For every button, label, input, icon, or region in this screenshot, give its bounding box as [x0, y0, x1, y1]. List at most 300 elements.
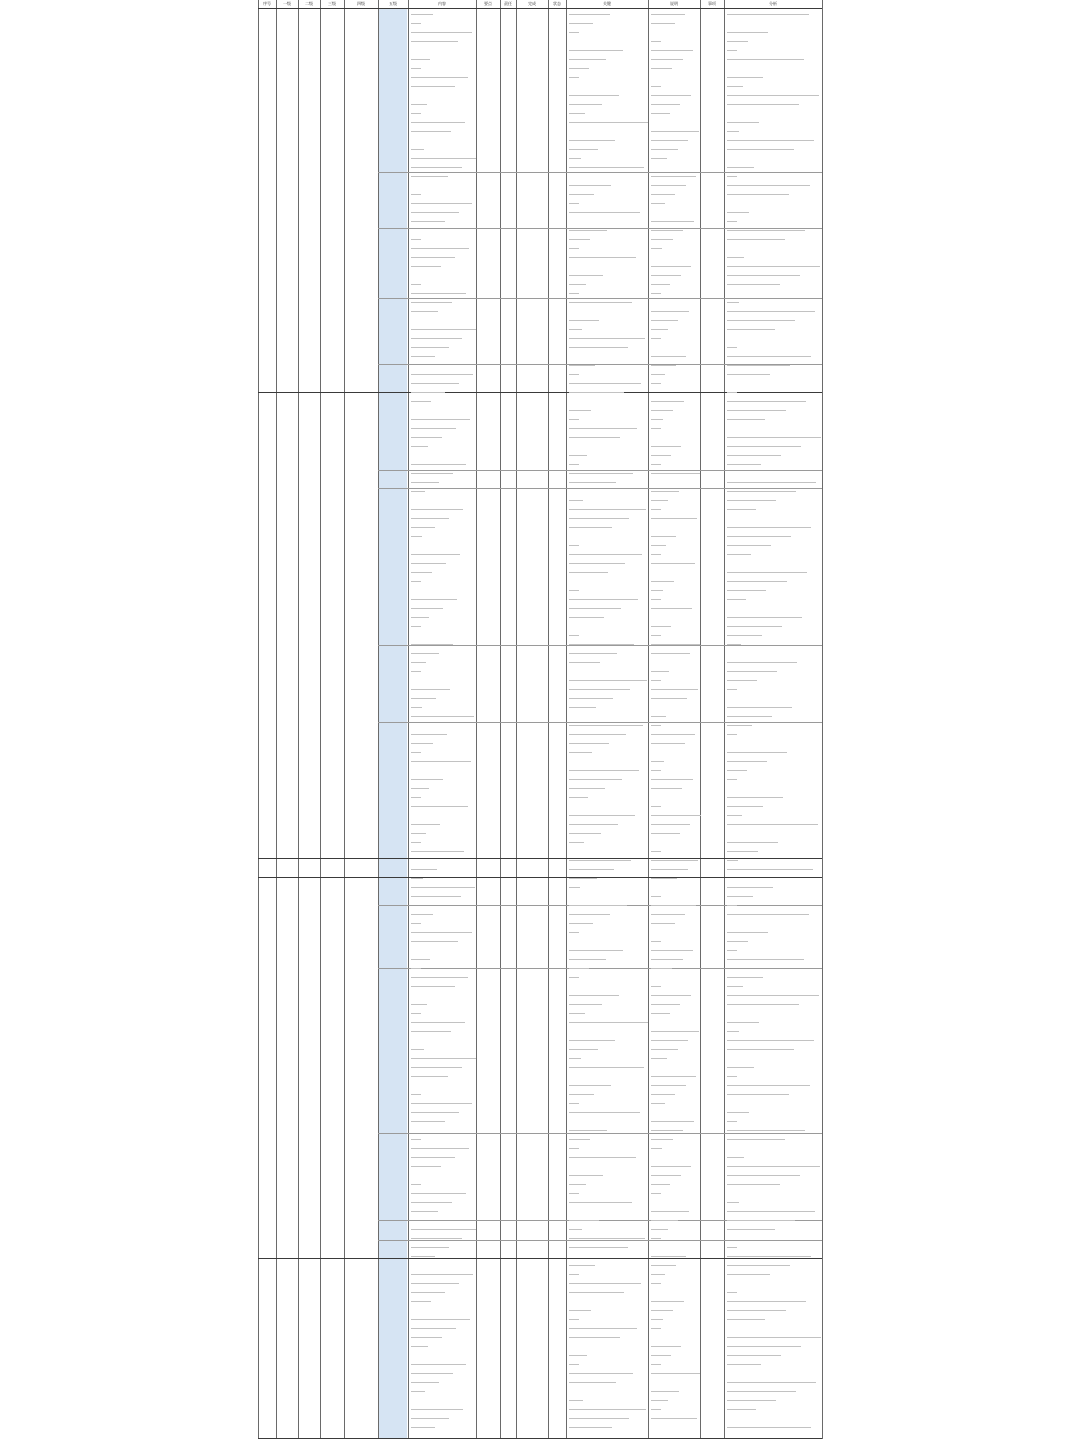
column-divider — [822, 0, 823, 1439]
cell-text-line — [651, 1346, 681, 1347]
cell-text-line — [411, 1427, 435, 1428]
cell-text-line — [411, 563, 446, 564]
cell-text-line — [411, 104, 427, 105]
cell-text-line — [569, 824, 618, 825]
cell-text-line — [727, 1166, 820, 1167]
cell-text-line — [727, 554, 751, 555]
cell-text-line — [411, 176, 448, 177]
column-divider — [500, 0, 501, 1439]
cell-text-line — [569, 1427, 612, 1428]
cell-text-line — [569, 1193, 579, 1194]
cell-text-line — [727, 1175, 800, 1176]
cell-text-line — [651, 1031, 699, 1032]
cell-text-line — [569, 968, 589, 969]
cell-text-line — [411, 734, 447, 735]
cell-text-line — [411, 1364, 466, 1365]
cell-text-line — [727, 1202, 739, 1203]
cell-text-line — [651, 221, 694, 222]
cell-text-line — [727, 77, 763, 78]
cell-text-line — [727, 1112, 749, 1113]
cell-text-line — [411, 1058, 476, 1059]
cell-text-line — [727, 392, 737, 393]
cell-text-line — [569, 284, 586, 285]
cell-text-line — [727, 860, 738, 861]
cell-text-line — [411, 374, 473, 375]
cell-text-line — [411, 302, 452, 303]
cell-text-line — [569, 1409, 646, 1410]
cell-text-line — [727, 824, 818, 825]
cell-text-line — [727, 1031, 739, 1032]
cell-text-line — [411, 131, 451, 132]
cell-text-line — [651, 194, 675, 195]
cell-text-line — [727, 905, 737, 906]
cell-text-line — [569, 1328, 637, 1329]
cell-text-line — [411, 518, 449, 519]
column-divider — [724, 0, 725, 1439]
cell-text-line — [569, 617, 604, 618]
cell-text-line — [727, 689, 737, 690]
cell-text-line — [569, 1022, 648, 1023]
cell-text-line — [651, 1013, 670, 1014]
header-cell: 序号 — [263, 1, 271, 6]
cell-text-line — [411, 716, 474, 717]
cell-text-line — [411, 1283, 459, 1284]
cell-text-line — [569, 212, 640, 213]
cell-text-line — [727, 86, 743, 87]
cell-text-line — [651, 464, 661, 465]
cell-text-line — [569, 1247, 628, 1248]
cell-text-line — [727, 761, 767, 762]
cell-text-line — [651, 860, 698, 861]
cell-text-line — [727, 275, 800, 276]
cell-text-line — [411, 689, 450, 690]
cell-text-line — [727, 896, 753, 897]
cell-text-line — [411, 311, 438, 312]
cell-text-line — [727, 572, 807, 573]
cell-text-line — [411, 1319, 470, 1320]
cell-text-line — [651, 761, 664, 762]
cell-text-line — [411, 977, 468, 978]
header-cell: 四级 — [357, 1, 365, 6]
cell-text-line — [569, 905, 627, 906]
cell-text-line — [411, 77, 468, 78]
section-divider — [258, 877, 822, 878]
cell-text-line — [411, 1094, 421, 1095]
cell-text-line — [651, 95, 691, 96]
cell-text-line — [569, 383, 641, 384]
cell-text-line — [569, 1382, 616, 1383]
cell-text-line — [411, 293, 466, 294]
cell-text-line — [569, 1202, 632, 1203]
cell-text-line — [651, 1085, 686, 1086]
cell-text-line — [651, 824, 690, 825]
cell-text-line — [651, 86, 661, 87]
cell-text-line — [411, 1121, 445, 1122]
cell-text-line — [651, 1229, 668, 1230]
cell-text-line — [411, 761, 471, 762]
cell-text-line — [411, 347, 449, 348]
cell-text-line — [411, 32, 472, 33]
cell-text-line — [569, 68, 589, 69]
cell-text-line — [727, 194, 789, 195]
cell-text-line — [727, 212, 749, 213]
cell-text-line — [651, 1328, 661, 1329]
cell-text-line — [651, 896, 661, 897]
cell-text-line — [727, 680, 757, 681]
cell-text-line — [651, 770, 661, 771]
cell-text-line — [727, 986, 743, 987]
cell-text-line — [569, 590, 579, 591]
cell-text-line — [727, 374, 770, 375]
cell-text-line — [727, 149, 794, 150]
cell-text-line — [411, 473, 453, 474]
cell-text-line — [411, 158, 476, 159]
cell-text-line — [727, 842, 778, 843]
cell-text-line — [651, 1094, 675, 1095]
cell-text-line — [569, 680, 647, 681]
cell-text-line — [569, 1085, 611, 1086]
column-divider — [408, 0, 409, 1439]
cell-text-line — [411, 869, 437, 870]
cell-text-line — [411, 203, 472, 204]
cell-text-line — [411, 383, 459, 384]
cell-text-line — [411, 626, 421, 627]
cell-text-line — [727, 1256, 811, 1257]
cell-text-line — [727, 1346, 801, 1347]
cell-text-line — [651, 1130, 683, 1131]
cell-text-line — [411, 491, 425, 492]
cell-text-line — [411, 419, 470, 420]
highlight-column — [379, 9, 407, 1439]
cell-text-line — [727, 167, 754, 168]
cell-text-line — [727, 815, 742, 816]
cell-text-line — [411, 1337, 442, 1338]
cell-text-line — [569, 158, 581, 159]
cell-text-line — [569, 500, 583, 501]
cell-text-line — [727, 131, 739, 132]
cell-text-line — [569, 1094, 594, 1095]
cell-text-line — [651, 491, 679, 492]
cell-text-line — [727, 644, 741, 645]
cell-text-line — [727, 1247, 737, 1248]
column-divider — [548, 0, 549, 1439]
cell-text-line — [727, 599, 746, 600]
cell-text-line — [569, 878, 597, 879]
header-cell: 关键 — [603, 1, 611, 6]
cell-text-line — [727, 671, 777, 672]
cell-text-line — [727, 1409, 756, 1410]
cell-text-line — [569, 752, 592, 753]
cell-text-line — [411, 212, 459, 213]
cell-text-line — [651, 1184, 670, 1185]
cell-text-line — [569, 194, 594, 195]
cell-text-line — [727, 887, 773, 888]
cell-text-line — [727, 1274, 770, 1275]
header-cell: 五级 — [389, 1, 397, 6]
cell-text-line — [569, 698, 613, 699]
row-divider — [378, 470, 822, 471]
header-cell: 内容 — [438, 1, 446, 6]
header-cell: 要点 — [484, 1, 492, 6]
cell-text-line — [651, 941, 661, 942]
cell-text-line — [569, 554, 642, 555]
cell-text-line — [651, 428, 661, 429]
cell-text-line — [569, 788, 605, 789]
cell-text-line — [727, 437, 821, 438]
cell-text-line — [651, 680, 661, 681]
cell-text-line — [651, 788, 682, 789]
cell-text-line — [411, 1076, 448, 1077]
cell-text-line — [727, 1211, 815, 1212]
cell-text-line — [651, 959, 683, 960]
cell-text-line — [727, 1292, 737, 1293]
cell-text-line — [411, 752, 421, 753]
cell-text-line — [727, 239, 785, 240]
cell-text-line — [727, 257, 744, 258]
cell-text-line — [651, 1364, 661, 1365]
cell-text-line — [651, 1310, 673, 1311]
column-divider — [648, 0, 649, 1439]
cell-text-line — [411, 1031, 451, 1032]
cell-text-line — [651, 365, 676, 366]
cell-text-line — [569, 635, 579, 636]
cell-text-line — [651, 1076, 696, 1077]
cell-text-line — [651, 401, 684, 402]
column-divider — [476, 0, 477, 1439]
cell-text-line — [727, 1184, 780, 1185]
cell-text-line — [651, 419, 663, 420]
cell-text-line — [651, 1148, 662, 1149]
spreadsheet — [258, 0, 822, 1439]
cell-text-line — [651, 23, 675, 24]
cell-text-line — [569, 113, 585, 114]
cell-text-line — [651, 374, 665, 375]
cell-text-line — [651, 815, 701, 816]
cell-text-line — [411, 257, 455, 258]
cell-text-line — [651, 869, 688, 870]
cell-text-line — [569, 1373, 633, 1374]
column-divider — [516, 0, 517, 1439]
cell-text-line — [411, 167, 462, 168]
cell-text-line — [727, 752, 787, 753]
cell-text-line — [411, 887, 475, 888]
cell-text-line — [651, 779, 693, 780]
cell-text-line — [727, 1121, 737, 1122]
cell-text-line — [651, 1175, 681, 1176]
cell-text-line — [651, 293, 661, 294]
cell-text-line — [411, 1373, 453, 1374]
cell-text-line — [727, 932, 768, 933]
cell-text-line — [727, 1355, 781, 1356]
cell-text-line — [569, 1004, 602, 1005]
cell-text-line — [727, 941, 748, 942]
cell-text-line — [569, 842, 584, 843]
cell-text-line — [569, 122, 648, 123]
cell-text-line — [411, 878, 423, 879]
cell-text-line — [569, 707, 596, 708]
cell-text-line — [651, 248, 662, 249]
section-divider — [258, 1258, 822, 1259]
cell-text-line — [411, 914, 433, 915]
cell-text-line — [727, 446, 801, 447]
cell-text-line — [727, 806, 763, 807]
cell-text-line — [727, 536, 791, 537]
cell-text-line — [569, 527, 612, 528]
cell-text-line — [569, 482, 616, 483]
cell-text-line — [569, 860, 631, 861]
cell-text-line — [411, 239, 421, 240]
cell-text-line — [651, 320, 678, 321]
cell-text-line — [651, 1355, 671, 1356]
cell-text-line — [651, 14, 685, 15]
cell-text-line — [651, 1301, 684, 1302]
cell-text-line — [569, 464, 579, 465]
cell-text-line — [411, 1301, 431, 1302]
column-divider — [320, 0, 321, 1439]
cell-text-line — [651, 158, 667, 159]
cell-text-line — [569, 365, 595, 366]
cell-text-line — [411, 1346, 428, 1347]
cell-text-line — [651, 140, 688, 141]
cell-text-line — [727, 329, 775, 330]
cell-text-line — [569, 869, 614, 870]
cell-text-line — [727, 401, 806, 402]
cell-text-line — [651, 1283, 661, 1284]
cell-text-line — [569, 518, 629, 519]
cell-text-line — [569, 1355, 587, 1356]
cell-text-line — [651, 149, 678, 150]
cell-text-line — [569, 1067, 644, 1068]
cell-text-line — [651, 185, 686, 186]
cell-text-line — [569, 797, 588, 798]
cell-text-line — [651, 671, 669, 672]
cell-text-line — [411, 572, 432, 573]
cell-text-line — [569, 392, 624, 393]
cell-text-line — [411, 1184, 421, 1185]
cell-text-line — [411, 1229, 476, 1230]
cell-text-line — [727, 1229, 775, 1230]
cell-text-line — [569, 293, 579, 294]
cell-text-line — [411, 59, 430, 60]
row-divider — [378, 722, 822, 723]
cell-text-line — [569, 32, 579, 33]
cell-text-line — [569, 743, 609, 744]
cell-text-line — [569, 1319, 579, 1320]
cell-text-line — [569, 1229, 582, 1230]
cell-text-line — [411, 806, 468, 807]
cell-text-line — [727, 1382, 816, 1383]
column-divider — [298, 0, 299, 1439]
cell-text-line — [411, 113, 421, 114]
cell-text-line — [569, 599, 638, 600]
cell-text-line — [727, 140, 814, 141]
cell-text-line — [651, 104, 680, 105]
cell-text-line — [727, 104, 799, 105]
cell-text-line — [727, 1049, 794, 1050]
cell-text-line — [651, 50, 693, 51]
cell-text-line — [651, 284, 670, 285]
cell-text-line — [651, 1004, 680, 1005]
cell-text-line — [651, 275, 681, 276]
row-divider — [378, 488, 822, 489]
row-divider — [378, 1240, 822, 1241]
cell-text-line — [411, 1418, 449, 1419]
cell-text-line — [727, 797, 783, 798]
cell-text-line — [651, 743, 685, 744]
cell-text-line — [569, 1418, 629, 1419]
cell-text-line — [651, 410, 673, 411]
cell-text-line — [727, 419, 765, 420]
cell-text-line — [569, 770, 639, 771]
cell-text-line — [651, 923, 675, 924]
cell-text-line — [569, 1058, 581, 1059]
cell-text-line — [569, 977, 579, 978]
cell-text-line — [651, 1319, 663, 1320]
cell-text-line — [651, 266, 691, 267]
cell-text-line — [569, 509, 646, 510]
cell-text-line — [727, 626, 782, 627]
cell-text-line — [569, 815, 635, 816]
cell-text-line — [727, 545, 771, 546]
cell-text-line — [569, 140, 615, 141]
header-cell: 三级 — [328, 1, 336, 6]
cell-text-line — [411, 1409, 463, 1410]
cell-text-line — [727, 266, 820, 267]
cell-text-line — [569, 1292, 624, 1293]
header-cell: 完成 — [528, 1, 536, 6]
cell-text-line — [727, 347, 737, 348]
cell-text-line — [411, 923, 421, 924]
section-divider — [258, 392, 822, 393]
cell-text-line — [569, 257, 636, 258]
cell-text-line — [411, 824, 440, 825]
cell-text-line — [651, 590, 663, 591]
cell-text-line — [727, 50, 737, 51]
cell-text-line — [411, 698, 436, 699]
cell-text-line — [651, 878, 677, 879]
cell-text-line — [411, 599, 457, 600]
cell-text-line — [651, 68, 672, 69]
cell-text-line — [651, 905, 696, 906]
cell-text-line — [727, 32, 768, 33]
cell-text-line — [569, 428, 637, 429]
cell-text-line — [411, 401, 431, 402]
cell-text-line — [727, 770, 747, 771]
cell-text-line — [651, 509, 661, 510]
cell-text-line — [651, 1274, 665, 1275]
cell-text-line — [411, 1391, 425, 1392]
cell-text-line — [727, 284, 780, 285]
cell-text-line — [411, 788, 429, 789]
cell-text-line — [727, 869, 813, 870]
section-divider — [258, 8, 822, 9]
cell-text-line — [411, 446, 428, 447]
cell-text-line — [727, 527, 811, 528]
cell-text-line — [727, 221, 737, 222]
cell-text-line — [411, 1148, 469, 1149]
cell-text-line — [727, 59, 804, 60]
cell-text-line — [651, 581, 674, 582]
cell-text-line — [569, 50, 623, 51]
cell-text-line — [411, 437, 442, 438]
cell-text-line — [411, 833, 426, 834]
header-cell: 一级 — [283, 1, 291, 6]
cell-text-line — [569, 1265, 595, 1266]
cell-text-line — [651, 914, 685, 915]
cell-text-line — [651, 1400, 668, 1401]
header-cell: 二级 — [305, 1, 313, 6]
cell-text-line — [727, 1337, 821, 1338]
